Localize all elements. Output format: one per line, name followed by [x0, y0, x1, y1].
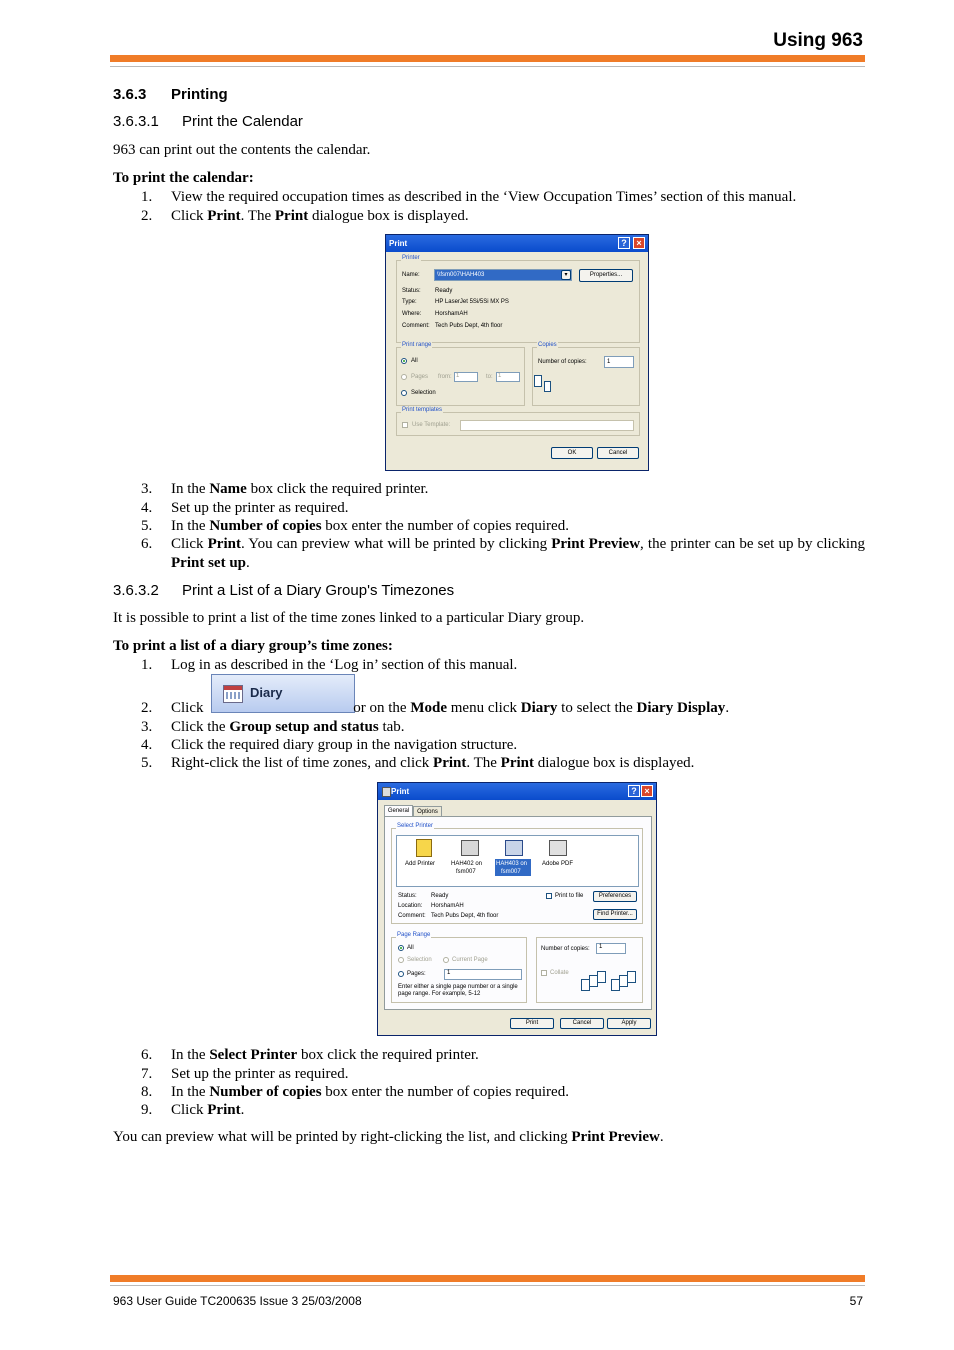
printer-label: fsm007 [456, 869, 476, 875]
close-icon[interactable]: × [633, 237, 645, 249]
range-pages-radio[interactable] [401, 374, 407, 380]
page-header-title: Using 963 [773, 30, 863, 51]
header-thin-rule [110, 66, 865, 67]
footer-rule [110, 1275, 865, 1282]
add-printer-icon[interactable] [416, 839, 432, 857]
printer-icon[interactable] [505, 840, 523, 856]
printer-label: HAH402 on [451, 861, 483, 867]
help-icon[interactable]: ? [618, 237, 630, 249]
range-selection-label: Selection [407, 957, 432, 963]
status-value: Ready [431, 893, 449, 899]
printer-icon [382, 787, 391, 797]
select-printer-group: Select Printer [391, 828, 643, 924]
footer-thin-rule [110, 1285, 865, 1286]
range-selection-label: Selection [411, 390, 436, 396]
status-label: Status: [398, 893, 417, 899]
collate-icon [627, 971, 636, 983]
page-range-group: Page Range [391, 937, 527, 1003]
print-dialog-1 [385, 234, 649, 471]
chevron-down-icon[interactable]: ▾ [561, 270, 571, 280]
type-value: HP LaserJet 5Si/5Si MX PS [435, 299, 509, 305]
print-button[interactable]: Print [510, 1018, 554, 1029]
printer-icon[interactable] [549, 840, 567, 856]
apply-button[interactable]: Apply [607, 1018, 651, 1029]
template-select[interactable] [460, 420, 634, 431]
location-label: Location: [398, 903, 423, 909]
status-value: Ready [435, 288, 453, 294]
type-label: Type: [402, 299, 417, 305]
find-printer-button[interactable]: Find Printer... [593, 909, 637, 920]
comment-label: Comment: [398, 913, 426, 919]
printer-label: HAH403 on [496, 861, 528, 867]
from-label: from: [438, 374, 452, 380]
printer-label: Adobe PDF [542, 861, 574, 867]
dialog-title-bar: Print [378, 783, 656, 800]
pages-input[interactable]: 1 [444, 969, 522, 980]
subsection-number: 3.6.3.2 [113, 582, 159, 599]
copies-label: Number of copies: [538, 359, 587, 365]
help-icon[interactable]: ? [628, 785, 640, 797]
copies-group: Copies [532, 347, 640, 406]
subsection-heading-1 [113, 113, 303, 130]
comment-value: Tech Pubs Dept, 4th floor [431, 913, 499, 919]
task-heading: To print the calendar: [113, 170, 254, 186]
subsection-heading-2 [113, 582, 454, 599]
use-template-label: Use Template: [412, 422, 451, 428]
footer-document-info: 963 User Guide TC200635 Issue 3 25/03/2008 [113, 1294, 362, 1308]
range-all-radio[interactable] [398, 945, 404, 951]
subsection-title: Print a List of a Diary Group's Timezones [182, 582, 455, 599]
page-number: 57 [849, 1294, 863, 1308]
use-template-checkbox[interactable] [402, 422, 408, 428]
range-all-label: All [411, 358, 418, 364]
header-rule [110, 55, 865, 62]
section-title: Printing [171, 86, 228, 103]
preferences-button[interactable]: Preferences [593, 891, 637, 902]
task-heading: To print a list of a diary group’s time zones: [113, 638, 393, 654]
range-all-radio[interactable] [401, 358, 407, 364]
subsection-number: 3.6.3.1 [113, 113, 159, 130]
collate-icon [534, 375, 542, 387]
status-label: Status: [402, 288, 421, 294]
ok-button[interactable]: OK [551, 447, 593, 459]
where-label: Where: [402, 311, 422, 317]
where-value: HorshamAH [435, 311, 468, 317]
printer-icon[interactable] [461, 840, 479, 856]
dialog-title-bar: Print [386, 235, 648, 252]
range-pages-radio[interactable] [398, 971, 404, 977]
section-number: 3.6.3 [113, 86, 147, 103]
close-icon[interactable]: × [641, 785, 653, 797]
collate-icon [597, 971, 606, 983]
copies-input[interactable]: 1 [604, 356, 634, 368]
print-range-group: Print range [396, 347, 525, 406]
to-label: to: [486, 374, 493, 380]
tab-options[interactable]: Options [413, 806, 442, 817]
location-value: HorshamAH [431, 903, 464, 909]
collate-checkbox[interactable] [541, 970, 547, 976]
subsection-title: Print the Calendar [182, 113, 303, 130]
print-to-file-label: Print to file [555, 893, 584, 899]
pages-hint: page range. For example, 5-12 [398, 991, 481, 997]
pages-hint: Enter either a single page number or a single [398, 984, 518, 990]
printer-name-select[interactable]: \\fsm007\HAH403 [434, 269, 572, 281]
range-selection-radio[interactable] [398, 957, 404, 963]
range-pages-label: Pages [411, 374, 429, 380]
to-input[interactable]: 1 [496, 372, 520, 382]
tab-general[interactable]: General [384, 805, 413, 817]
section-heading [113, 86, 228, 103]
collate-icon [544, 381, 551, 392]
comment-value: Tech Pubs Dept, 4th floor [435, 323, 503, 329]
diary-button-label: Diary [250, 685, 283, 700]
copies-label: Number of copies: [541, 946, 590, 952]
cancel-button[interactable]: Cancel [560, 1018, 604, 1029]
range-selection-radio[interactable] [401, 390, 407, 396]
intro-paragraph: It is possible to print a list of the time zones linked to a particular Diary group. [113, 610, 585, 626]
intro-paragraph: 963 can print out the contents the calendar. [113, 142, 371, 158]
copies-input[interactable]: 1 [596, 943, 626, 954]
collate-label: Collate [550, 970, 569, 976]
comment-label: Comment: [402, 323, 430, 329]
name-label: Name: [402, 272, 420, 278]
printer-group: Printer [396, 260, 640, 343]
printer-label: Add Printer [405, 861, 436, 867]
cancel-button[interactable]: Cancel [597, 447, 639, 459]
closing-paragraph: You can preview what will be printed by right-clicking the list, and clicking Print Preview. [113, 1129, 664, 1145]
range-current-page-radio[interactable] [443, 957, 449, 963]
print-templates-group: Print templates [396, 412, 640, 436]
range-current-page-label: Current Page [452, 957, 488, 963]
from-input[interactable]: 1 [454, 372, 478, 382]
printer-label: fsm007 [501, 869, 521, 875]
print-dialog-2 [377, 782, 657, 1036]
properties-button[interactable]: Properties... [579, 269, 633, 282]
range-all-label: All [407, 945, 414, 951]
range-pages-label: Pages: [407, 971, 426, 977]
print-to-file-checkbox[interactable] [546, 893, 552, 899]
